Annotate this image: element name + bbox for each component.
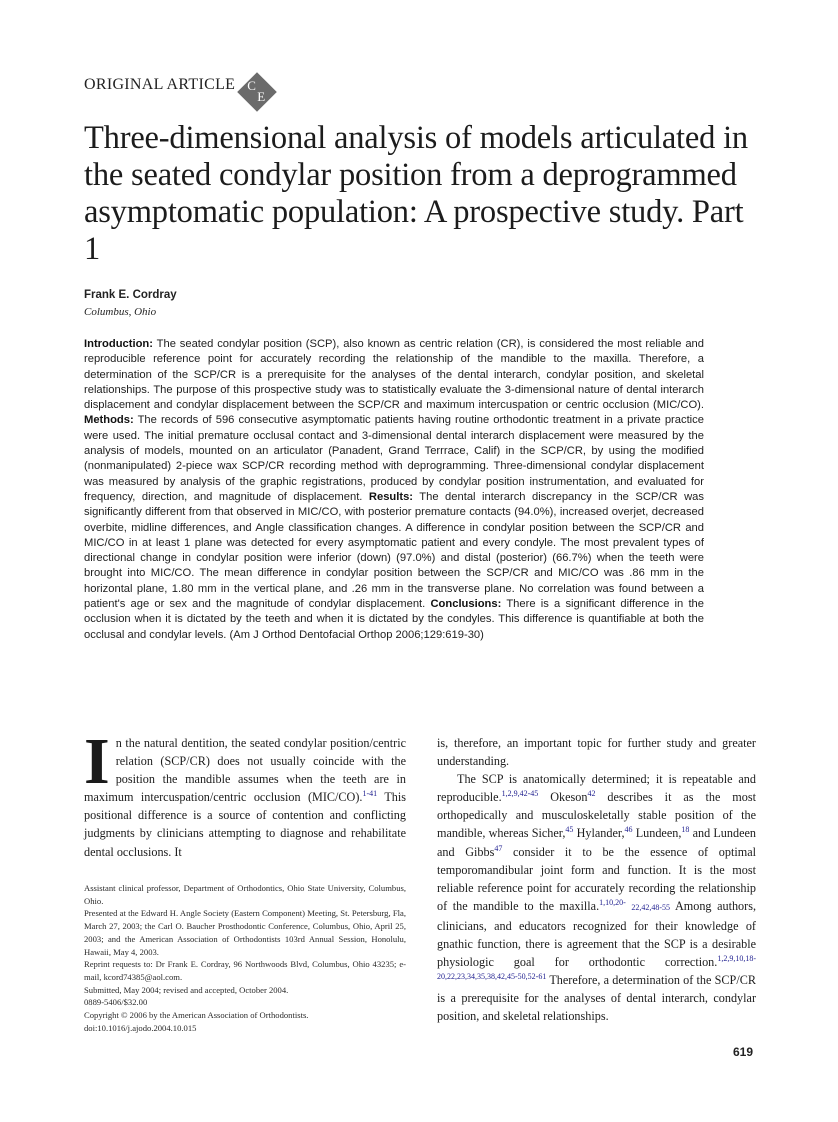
reference-link[interactable]: 22,42,48-55 bbox=[631, 902, 671, 912]
scp-text: and Lundeen and Gibbs bbox=[437, 826, 756, 859]
intro-text-b: This positional difference is a source of contention and conflicting judgments by clinicians attempting to diagnose and rehabilitate dental occlusions. It bbox=[84, 790, 407, 859]
continued-paragraph: is, therefore, an important topic for further study and greater understanding. bbox=[437, 736, 756, 769]
scp-text: Therefore, a determination of the SCP/CR is a prerequisite for the analyses of dental interarch, condylar position, and skeletal relationships. bbox=[437, 973, 756, 1024]
reference-link[interactable]: 47 bbox=[494, 843, 503, 853]
abstract-methods: The records of 596 consecutive asymptomatic patients having routine orthodontic treatment in a private practice were used. The initial premature occlusal contact and 3-dimensional dental interarch displacement were measured by the analysis of models, mounted on an articulator (Panadent, Grand Terrrace, Calif) in the SCP/CR, by using the modified (nonmanipulated) 2-piece wax SCP/CR recording method with deprogramming. Three-dimensional condylar displacement was measured by analysis of the graphic registrations, produced by condylar position instrumentation, and evaluated for frequency, direction, and magnitude of displacement. bbox=[84, 414, 704, 503]
scp-text: Lundeen, bbox=[632, 826, 682, 841]
footnote-copyright: Copyright © 2006 by the American Association of Orthodontists. bbox=[84, 1010, 309, 1021]
scp-text: Okeson bbox=[538, 790, 588, 805]
scp-text: Hylander, bbox=[573, 826, 625, 841]
abstract bbox=[84, 337, 704, 643]
scp-paragraph bbox=[437, 770, 756, 1025]
article-header bbox=[84, 58, 277, 112]
article-type-label: ORIGINAL ARTICLE bbox=[84, 76, 236, 93]
reference-link[interactable]: 42 bbox=[587, 789, 596, 799]
scp-text: consider it to be the essence of optimal temporomandibular joint form and function. It is the most reliable reference point for accurately recording the relationship of the mandible to the maxilla. bbox=[437, 844, 756, 913]
reference-link[interactable]: 45 bbox=[565, 825, 574, 835]
ce-letter-c: C bbox=[247, 78, 256, 93]
footnote-issn: 0889-5406/$32.00 bbox=[84, 997, 148, 1008]
reference-link[interactable]: 1,2,9,42-45 bbox=[501, 789, 539, 799]
abstract-results: The dental interarch discrepancy in the SCP/CR was significantly different from that observed in MIC/CO, with posterior premature contacts (94.0%), increased overjet, decreased overbite, midline differences, and Angle classification changes. A difference in condylar position between the SCP/CR and MIC/CO in at least 1 plane was detected for every asymptomatic patient and every condyle. The most prevalent types of directional change in condylar position were inferior (down) (97.0%) and distal (posterior) (66.7%) when the teeth were brought into MIC/CO. The mean difference in condylar position between the SCP/CR and MIC/CO was .86 mm in the horizontal plane, 1.80 mm in the vertical plane, and .26 mm in the transverse plane. No correlation was found between a patient's age or sex and the magnitude of condylar displacement. bbox=[84, 490, 704, 611]
abstract-introduction: The seated condylar position (SCP), also known as centric relation (CR), is considered the most reliable and reproducible reference point for accurately recording the relationship of the mandible to the maxilla. Therefore, a determination of the SCP/CR is a prerequisite for the analyses of the dental interarch, condylar position, and skeletal relationships. The purpose of this prospective study was to statistically evaluate the 3-dimensional nature of dental interarch displacement and condylar displacement between the SCP/CR and maximum intercuspation or centric occlusion (MIC/CO). bbox=[84, 338, 704, 412]
intro-paragraph bbox=[84, 725, 407, 861]
footnote-affiliation: Assistant clinical professor, Department of Orthodontics, Ohio State University, Columbus, Ohio. bbox=[84, 883, 406, 906]
footnote-doi[interactable]: doi:10.1016/j.ajodo.2004.10.015 bbox=[84, 1022, 197, 1033]
abstract-methods-label: Methods: bbox=[84, 414, 134, 427]
scp-text: The SCP is anatomically determined; it is repeatable and reproducible. bbox=[437, 772, 756, 805]
body-column-left bbox=[84, 725, 407, 861]
article-title: Three-dimensional analysis of models articulated in the seated condylar position from a deprogrammed asymptomatic population: A prospective study. Part 1 bbox=[84, 120, 748, 267]
body-column-right bbox=[437, 734, 756, 1026]
author-location: Columbus, Ohio bbox=[84, 306, 157, 318]
scp-text: describes it as the most orthopedically and musculoskeletally stable position of the mandible, whereas Sicher, bbox=[437, 790, 756, 841]
intro-text-a: n the natural dentition, the seated condylar position/centric relation (SCP/CR) does not usually coincide with the position the mandible assumes when the teeth are in maximum intercuspation/centric occlusion (MIC/CO). bbox=[84, 736, 406, 805]
reference-link[interactable]: 1-41 bbox=[362, 789, 378, 799]
footnotes bbox=[84, 882, 406, 1034]
reference-link[interactable]: 18 bbox=[681, 825, 690, 835]
ce-letter-e: E bbox=[257, 89, 266, 104]
reference-link[interactable]: 46 bbox=[624, 825, 633, 835]
abstract-introduction-label: Introduction: bbox=[84, 338, 153, 350]
footnote-presented: Presented at the Edward H. Angle Society (Eastern Component) Meeting, St. Petersburg, Fla, March 27, 2003; the Carl O. Baucher Prosthodontic Conference, Columbus, Ohio, April 25, 2003; and the American Association of Orthodontists 103rd Annual Session, Honolulu, Hawaii, May 4, 2003. bbox=[84, 908, 406, 957]
author-name: Frank E. Cordray bbox=[84, 289, 177, 301]
reference-link[interactable]: 1,10,20- bbox=[599, 897, 626, 907]
ce-credit-icon bbox=[237, 72, 277, 112]
abstract-results-label: Results: bbox=[368, 490, 414, 503]
drop-cap: I bbox=[84, 725, 110, 798]
footnote-submitted: Submitted, May 2004; revised and accepted, October 2004. bbox=[84, 984, 289, 995]
page-number: 619 bbox=[733, 1045, 754, 1059]
reference-link[interactable]: 1,2,9,10,18-20,22,23,34,35,38,42,45-50,52-61 bbox=[437, 954, 756, 982]
abstract-conclusions: There is a significant difference in the occlusion when it is dictated by the teeth and when it is dictated by the condyles. This difference is quantifiable at both the occlusal and condylar levels. (Am J Orthod Dentofacial Orthop 2006;129:619-30) bbox=[84, 598, 704, 641]
scp-text: Among authors, clinicians, and educators recognized for their knowledge of gnathic function, there is agreement that the SCP is a desirable physiologic goal for orthodontic correction. bbox=[437, 898, 756, 970]
abstract-conclusions-label: Conclusions: bbox=[430, 598, 502, 611]
footnote-reprint: Reprint requests to: Dr Frank E. Cordray, 96 Northwoods Blvd, Columbus, Ohio 43235; e-mail, kcord74385@aol.com. bbox=[84, 959, 406, 982]
